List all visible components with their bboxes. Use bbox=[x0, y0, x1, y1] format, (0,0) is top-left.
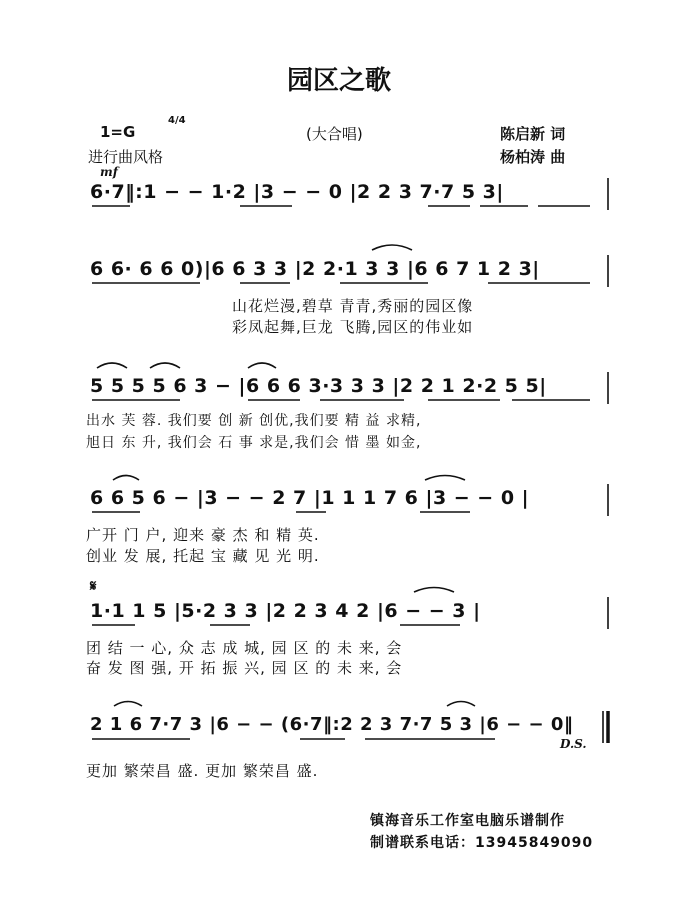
slur bbox=[150, 363, 180, 368]
notation-row-2: 6 6· 6 6 0)|6 6 3 3 |2 2·1 3 3 |6 6 7 1 2 3| bbox=[90, 258, 540, 280]
notation-row-6: 2 1 6 7·7 3 |6 − − (6·7‖:2 2 3 7·7 5 3 |6 − − 0‖ bbox=[90, 714, 574, 735]
lyrics-row-4-verse-2: 创业 发 展, 托起 宝 藏 见 光 明. bbox=[86, 547, 320, 565]
slur bbox=[414, 588, 454, 593]
style-marking: 进行曲风格 bbox=[88, 148, 164, 166]
notation-row-3: 5 5 5 5 6 3 − |6 6 6 3·3 3 3 |2 2 1 2·2 5 5| bbox=[90, 375, 547, 397]
composer: 杨柏涛 曲 bbox=[500, 148, 566, 166]
slur bbox=[114, 702, 142, 707]
key-signature: 1=G bbox=[100, 123, 136, 141]
lyrics-row-6: 更加 繁荣昌 盛. 更加 繁荣昌 盛. bbox=[86, 762, 319, 780]
slur bbox=[447, 702, 475, 707]
slur bbox=[372, 245, 412, 250]
footer-credit: 镇海音乐工作室电脑乐谱制作 bbox=[370, 813, 565, 829]
slur bbox=[97, 363, 127, 368]
notation-row-4: 6 6 5 6 − |3 − − 2 7 |1 1 1 7 6 |3 − − 0 | bbox=[90, 487, 530, 509]
lyrics-row-2-verse-2: 彩凤起舞,巨龙 飞腾,园区的伟业如 bbox=[232, 318, 474, 336]
lyrics-row-5-verse-2: 奋 发 图 强, 开 拓 振 兴, 园 区 的 未 来, 会 bbox=[86, 659, 403, 677]
lyrics-row-4-verse-1: 广开 门 户, 迎来 豪 杰 和 精 英. bbox=[86, 526, 320, 544]
lyricist: 陈启新 词 bbox=[500, 125, 566, 143]
performance-marking: (大合唱) bbox=[306, 125, 363, 143]
lyrics-row-3-verse-2: 旭日 东 升, 我们会 石 事 求是,我们会 惜 墨 如金, bbox=[86, 435, 422, 451]
notation-row-1: 6·7‖:1 − − 1·2 |3 − − 0 |2 2 3 7·7 5 3| bbox=[90, 181, 504, 203]
lyrics-row-5-verse-1: 团 结 一 心, 众 志 成 城, 园 区 的 未 来, 会 bbox=[86, 639, 403, 657]
page-title: 园区之歌 bbox=[286, 66, 391, 96]
segno-sign: 𝄋 bbox=[90, 577, 97, 595]
time-signature: 4/4 bbox=[168, 115, 186, 126]
slur bbox=[248, 363, 276, 368]
lyrics-row-3-verse-1: 出水 芙 蓉. 我们要 创 新 创优,我们要 精 益 求精, bbox=[86, 413, 422, 429]
slur bbox=[113, 476, 139, 481]
footer-contact: 制谱联系电话：13945849090 bbox=[370, 835, 594, 851]
lyrics-row-2-verse-1: 山花烂漫,碧草 青青,秀丽的园区像 bbox=[232, 297, 474, 315]
dal-segno-marking: D.S. bbox=[560, 737, 587, 751]
slur bbox=[425, 476, 465, 481]
dynamic-marking: mf bbox=[100, 165, 118, 179]
notation-row-5: 1·1 1 5 |5·2 3 3 |2 2 3 4 2 |6 − − 3 | bbox=[90, 600, 481, 622]
